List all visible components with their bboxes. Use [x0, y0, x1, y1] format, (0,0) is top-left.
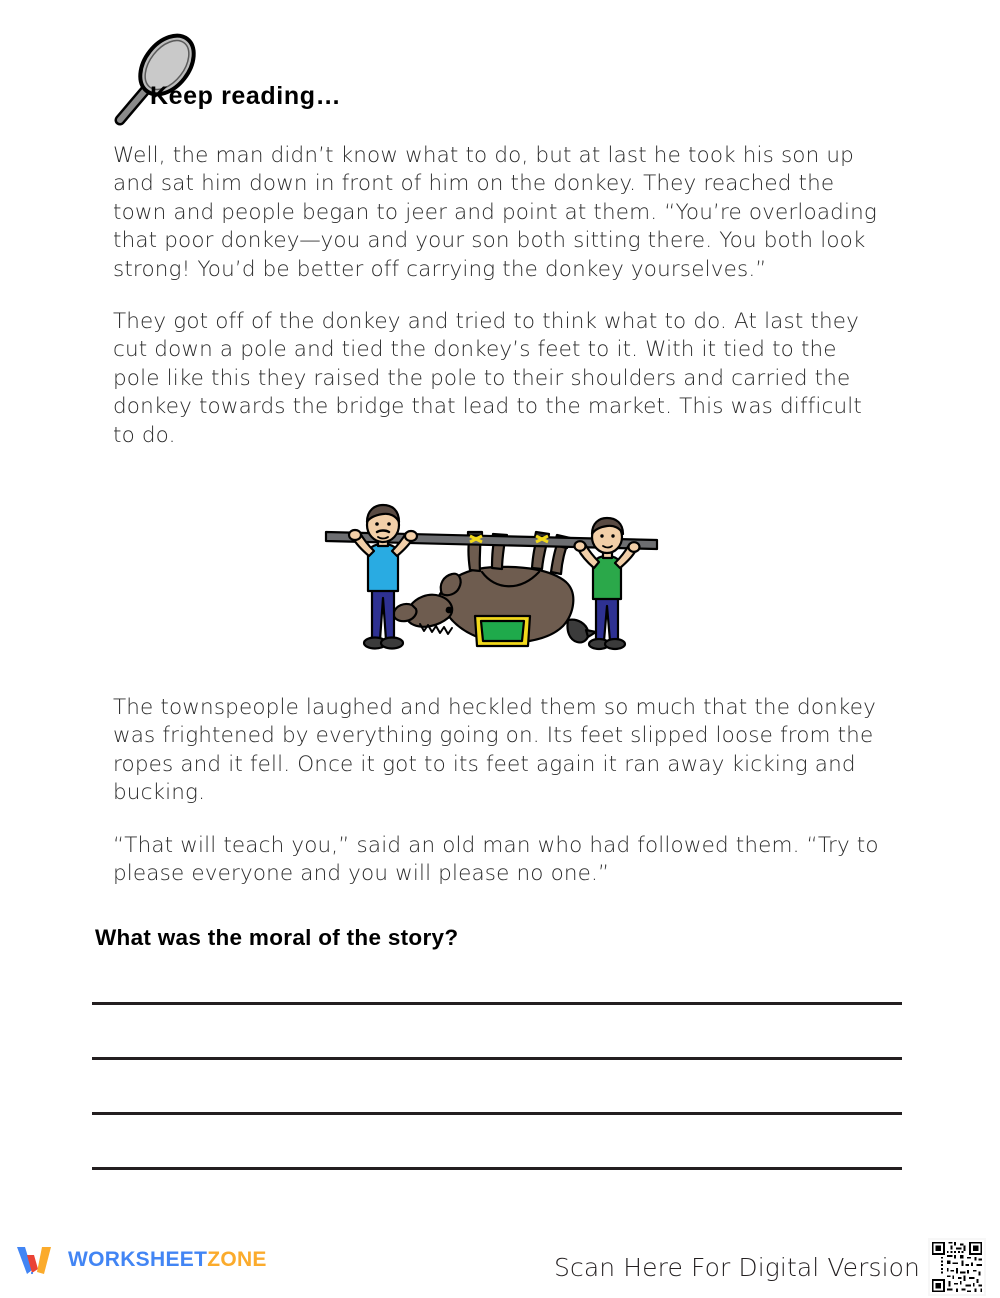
page-footer: [0, 1236, 1000, 1294]
logo-word-secondary: ZONE: [207, 1248, 267, 1271]
story-paragraph: Well, the man didn’t know what to do, but at last he took his son up and sat him down in front of him on the donkey. They reached the town and people began to jeer and point at them. “You’re overloading that poor donkey—you and your son both sitting there. You both look strong! You’d be better off carrying the donkey yourselves.”: [113, 143, 877, 282]
story-text-continued: [113, 694, 888, 888]
qr-code-icon[interactable]: [928, 1238, 986, 1296]
answer-line[interactable]: [92, 1057, 902, 1060]
scan-cta[interactable]: [554, 1236, 986, 1298]
story-paragraph: They got off of the donkey and tried to think what to do. At last they cut down a pole and tied the donkey’s feet to it. With it tied to the pole like this they raised the pole to their shoulders and carried the donkey towards the bridge that lead to the market. This was difficult to do.: [113, 309, 862, 448]
scan-label: Scan Here For Digital Version: [554, 1252, 920, 1282]
page-title: Keep reading…: [150, 82, 342, 110]
magnifying-glass-icon: [84, 24, 204, 132]
answer-line[interactable]: [92, 1167, 902, 1170]
worksheet-zone-logo[interactable]: [14, 1240, 267, 1280]
answer-line[interactable]: [92, 1002, 902, 1005]
answer-line[interactable]: [92, 1112, 902, 1115]
story-paragraph: “That will teach you,” said an old man who had followed them. “Try to please everyone and you will please no one.”: [113, 832, 879, 887]
w-logo-icon: [14, 1243, 60, 1277]
story-paragraph: The townspeople laughed and heckled them so much that the donkey was frightened by everything going on. Its feet slipped loose from the ropes and it fell. Once it got to its feet again it ran away kicking and bucking.: [113, 695, 877, 806]
answer-lines-group[interactable]: [92, 1002, 902, 1222]
logo-word-primary: WORKSHEET: [68, 1248, 208, 1271]
page-header: [0, 0, 1000, 130]
story-text: [113, 142, 888, 474]
question-prompt: What was the moral of the story?: [95, 925, 459, 950]
illustration-donkey-carried-on-pole: [320, 498, 665, 683]
